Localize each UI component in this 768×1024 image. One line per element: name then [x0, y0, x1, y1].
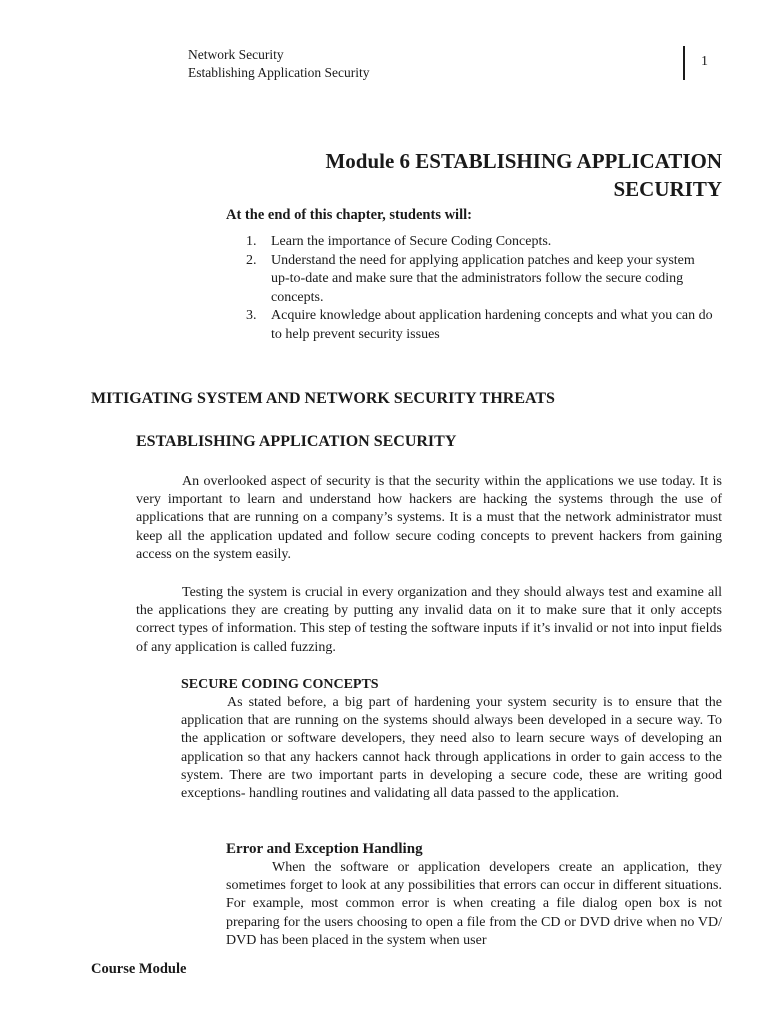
module-title: [300, 147, 722, 203]
section-heading: MITIGATING SYSTEM AND NETWORK SECURITY THREATS: [91, 390, 555, 407]
body-paragraph: An overlooked aspect of security is that the security within the applications we use today. It is very important to learn and understand how hackers are hacking the systems through the use of applications that are running on a company’s systems. It is a must that the network administrator must keep all the application updated and follow secure coding concepts to prevent hackers from gaining access on the system easily.: [136, 474, 722, 562]
objectives-heading: At the end of this chapter, students will:: [226, 207, 472, 223]
running-header: [188, 46, 369, 82]
error-handling-heading: Error and Exception Handling: [226, 841, 423, 857]
page-number: 1: [701, 54, 708, 69]
subsection-heading: ESTABLISHING APPLICATION SECURITY: [136, 433, 457, 450]
page-footer: Course Module: [91, 961, 187, 977]
objective-number: 1.: [246, 234, 257, 249]
objective-number: 2.: [246, 252, 257, 268]
error-handling-paragraph: When the software or application developers create an application, they sometimes forget to look at any possibilities that errors can occur in different situations. For example, most common error is when creating a file dialog open box is not preparing for the users choosing to open a file from the CD or DVD drive when no VD/ DVD has been placed in the system when user: [226, 860, 722, 948]
objectives-list: [246, 233, 716, 344]
objective-item: [246, 252, 716, 308]
objective-text: Learn the importance of Secure Coding Concepts.: [271, 234, 552, 249]
objective-text: Acquire knowledge about application hardening concepts and what you can do to help prevent security issues: [271, 308, 713, 342]
module-title-line-2: SECURITY: [613, 177, 722, 201]
objective-text: Understand the need for applying application patches and keep your system up-to-date and make sure that the administrators follow the secure coding concepts.: [271, 252, 695, 305]
objective-item: [246, 233, 716, 252]
secure-coding-heading: SECURE CODING CONCEPTS: [181, 677, 379, 692]
header-topic: Establishing Application Security: [188, 65, 370, 80]
objective-number: 3.: [246, 308, 257, 323]
header-divider: [683, 46, 685, 80]
body-paragraph: Testing the system is crucial in every organization and they should always test and examine all the applications they are creating by putting any invalid data on it to make sure that it only accepts correct types of information. This step of testing the software inputs if it’s invalid or not into input fields of any application is called fuzzing.: [136, 585, 722, 655]
secure-coding-paragraph: As stated before, a big part of hardening your system security is to ensure that the application that are running on the systems should always been developed in a secure way. To the application or software developers, they need also to learn secure ways of developing an application so that any hackers cannot hack through applications in order to gain access to the system. There are two important parts in developing a secure code, these are writing good exceptions- handling routines and validating all data passed to the application.: [181, 695, 722, 802]
module-title-line-1: Module 6 ESTABLISHING APPLICATION: [325, 149, 722, 173]
objective-item: [246, 307, 716, 344]
header-course: Network Security: [188, 47, 284, 62]
